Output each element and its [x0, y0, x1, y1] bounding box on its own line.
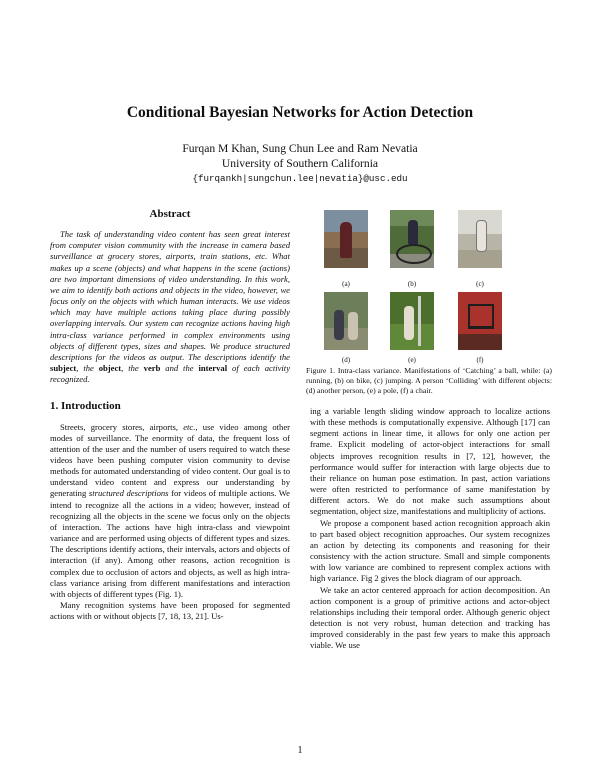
figure-frame-a — [324, 210, 368, 268]
subfigure-label-f: (f) — [476, 356, 484, 364]
affiliation: University of Southern California — [221, 157, 379, 170]
page-number: 1 — [297, 745, 303, 756]
subfigure-label-b: (b) — [407, 280, 417, 288]
author-block — [0, 141, 600, 186]
figure-frame-b — [390, 210, 434, 268]
intro-paragraph-2: Many recognition systems have been proposed for segmented actions with or without objects [7, 18, 13, 21]. Us- — [50, 600, 290, 622]
figure-frame-c — [458, 210, 502, 268]
subfigure-label-a: (a) — [342, 280, 350, 288]
figure-frame-e — [390, 292, 434, 350]
right-paragraph-3: We take an actor centered approach for action decomposition. An action component is a group of primitive actions and actor-object relationships including their temporal order. Although generic object detection is not very robust, human detection and tracking has improved considerably in the past few years to make this approach viable. We use — [310, 584, 550, 651]
subfigure-label-c: (c) — [476, 280, 484, 288]
author-names: Furqan M Khan, Sung Chun Lee and Ram Nevatia — [182, 142, 418, 155]
figure-1-caption: Figure 1. Intra-class variance. Manifestations of ‘Catching’ a ball, while: (a) running, (b) on bike, (c) jumping. A person ‘Colliding’ with different objects: (d) another person, (e) a pole, (f) a chair. — [306, 366, 552, 396]
abstract-heading: Abstract — [149, 208, 191, 220]
abstract-text: The task of understanding video content has seen great interest from computer vision community with the increase in camera based surveillance at grocery stores, airports, train stations, etc. What makes up a scene (objects) and what happens in the scene (actions) are two important dimensions of video understanding. In this work, we aim to identify both actions and objects in the video, however, we focus only on the objects with which human interacts. We use videos which may have multiple actions taking place during possibly overlapping intervals. Our system can recognize actions having high intra-class variance performed in complex environments using objects of different types, sizes and shapes. We produce structured descriptions for the videos as output. The descriptions identify the subject, the object, the verb and the interval of each activity recognized. — [50, 229, 291, 385]
introduction-heading: 1. Introduction — [50, 400, 121, 413]
subfigure-label-d: (d) — [341, 356, 351, 364]
author-email: {furqankh|sungchun.lee|nevatia}@usc.edu — [192, 173, 408, 184]
figure-frame-f — [458, 292, 502, 350]
intro-paragraph-1: Streets, grocery stores, airports, etc., use video among other modes of surveillance. The enormity of data, the frequent loss of attention of the user and the number of users required to watch these videos have been pushing computer vision community to devise methods for automated understanding of video content. Our goal is to understand video content and express our understanding by generating structured descriptions for videos of multiple actions. We intend to recognize all the actions in a video; however, instead of recognizing all the objects in the scene we focus only on the objects of interaction. The actions have high intra-class and viewpoint variance and are performed using objects of different types and sizes. The descriptions identify actions, their intervals, actors and objects of interaction (if any). Among other reasons, action recognition is complex due to occlusion of actors and objects, as well as high intra-class variance arising from different manifestations and interaction with objects of different types (Fig. 1). — [50, 421, 290, 599]
figure-frame-d — [324, 292, 368, 350]
right-column — [310, 406, 550, 651]
right-paragraph-2: We propose a component based action recognition approach akin to part based object recognition approaches. Our system recognizes an action by detecting its components and reasoning for their consistency with the action structure. Small and simple components with low variance are combined to represent complex actions with high variance. Fig 2 gives the block diagram of our approach. — [310, 517, 550, 584]
left-column — [50, 209, 290, 622]
right-paragraph-1: ing a variable length sliding window approach to localize actions with these methods is computationally expensive. Although [17] can segment actions in linear time, it allows for only one action per frame. Explicit modeling of actor-object interactions for small objects improves recognition results in [7, 12], however, the performance would suffer for interaction with large objects due to their reliance on human pose estimation. In past, action variations were often restricted to performance of same manifestation by different actors. We do not make such assumptions about segmentation, object size, manifestations and multiplicity of actions. — [310, 406, 550, 517]
subfigure-label-e: (e) — [408, 356, 416, 364]
paper-title: Conditional Bayesian Networks for Action Detection — [126, 104, 474, 121]
